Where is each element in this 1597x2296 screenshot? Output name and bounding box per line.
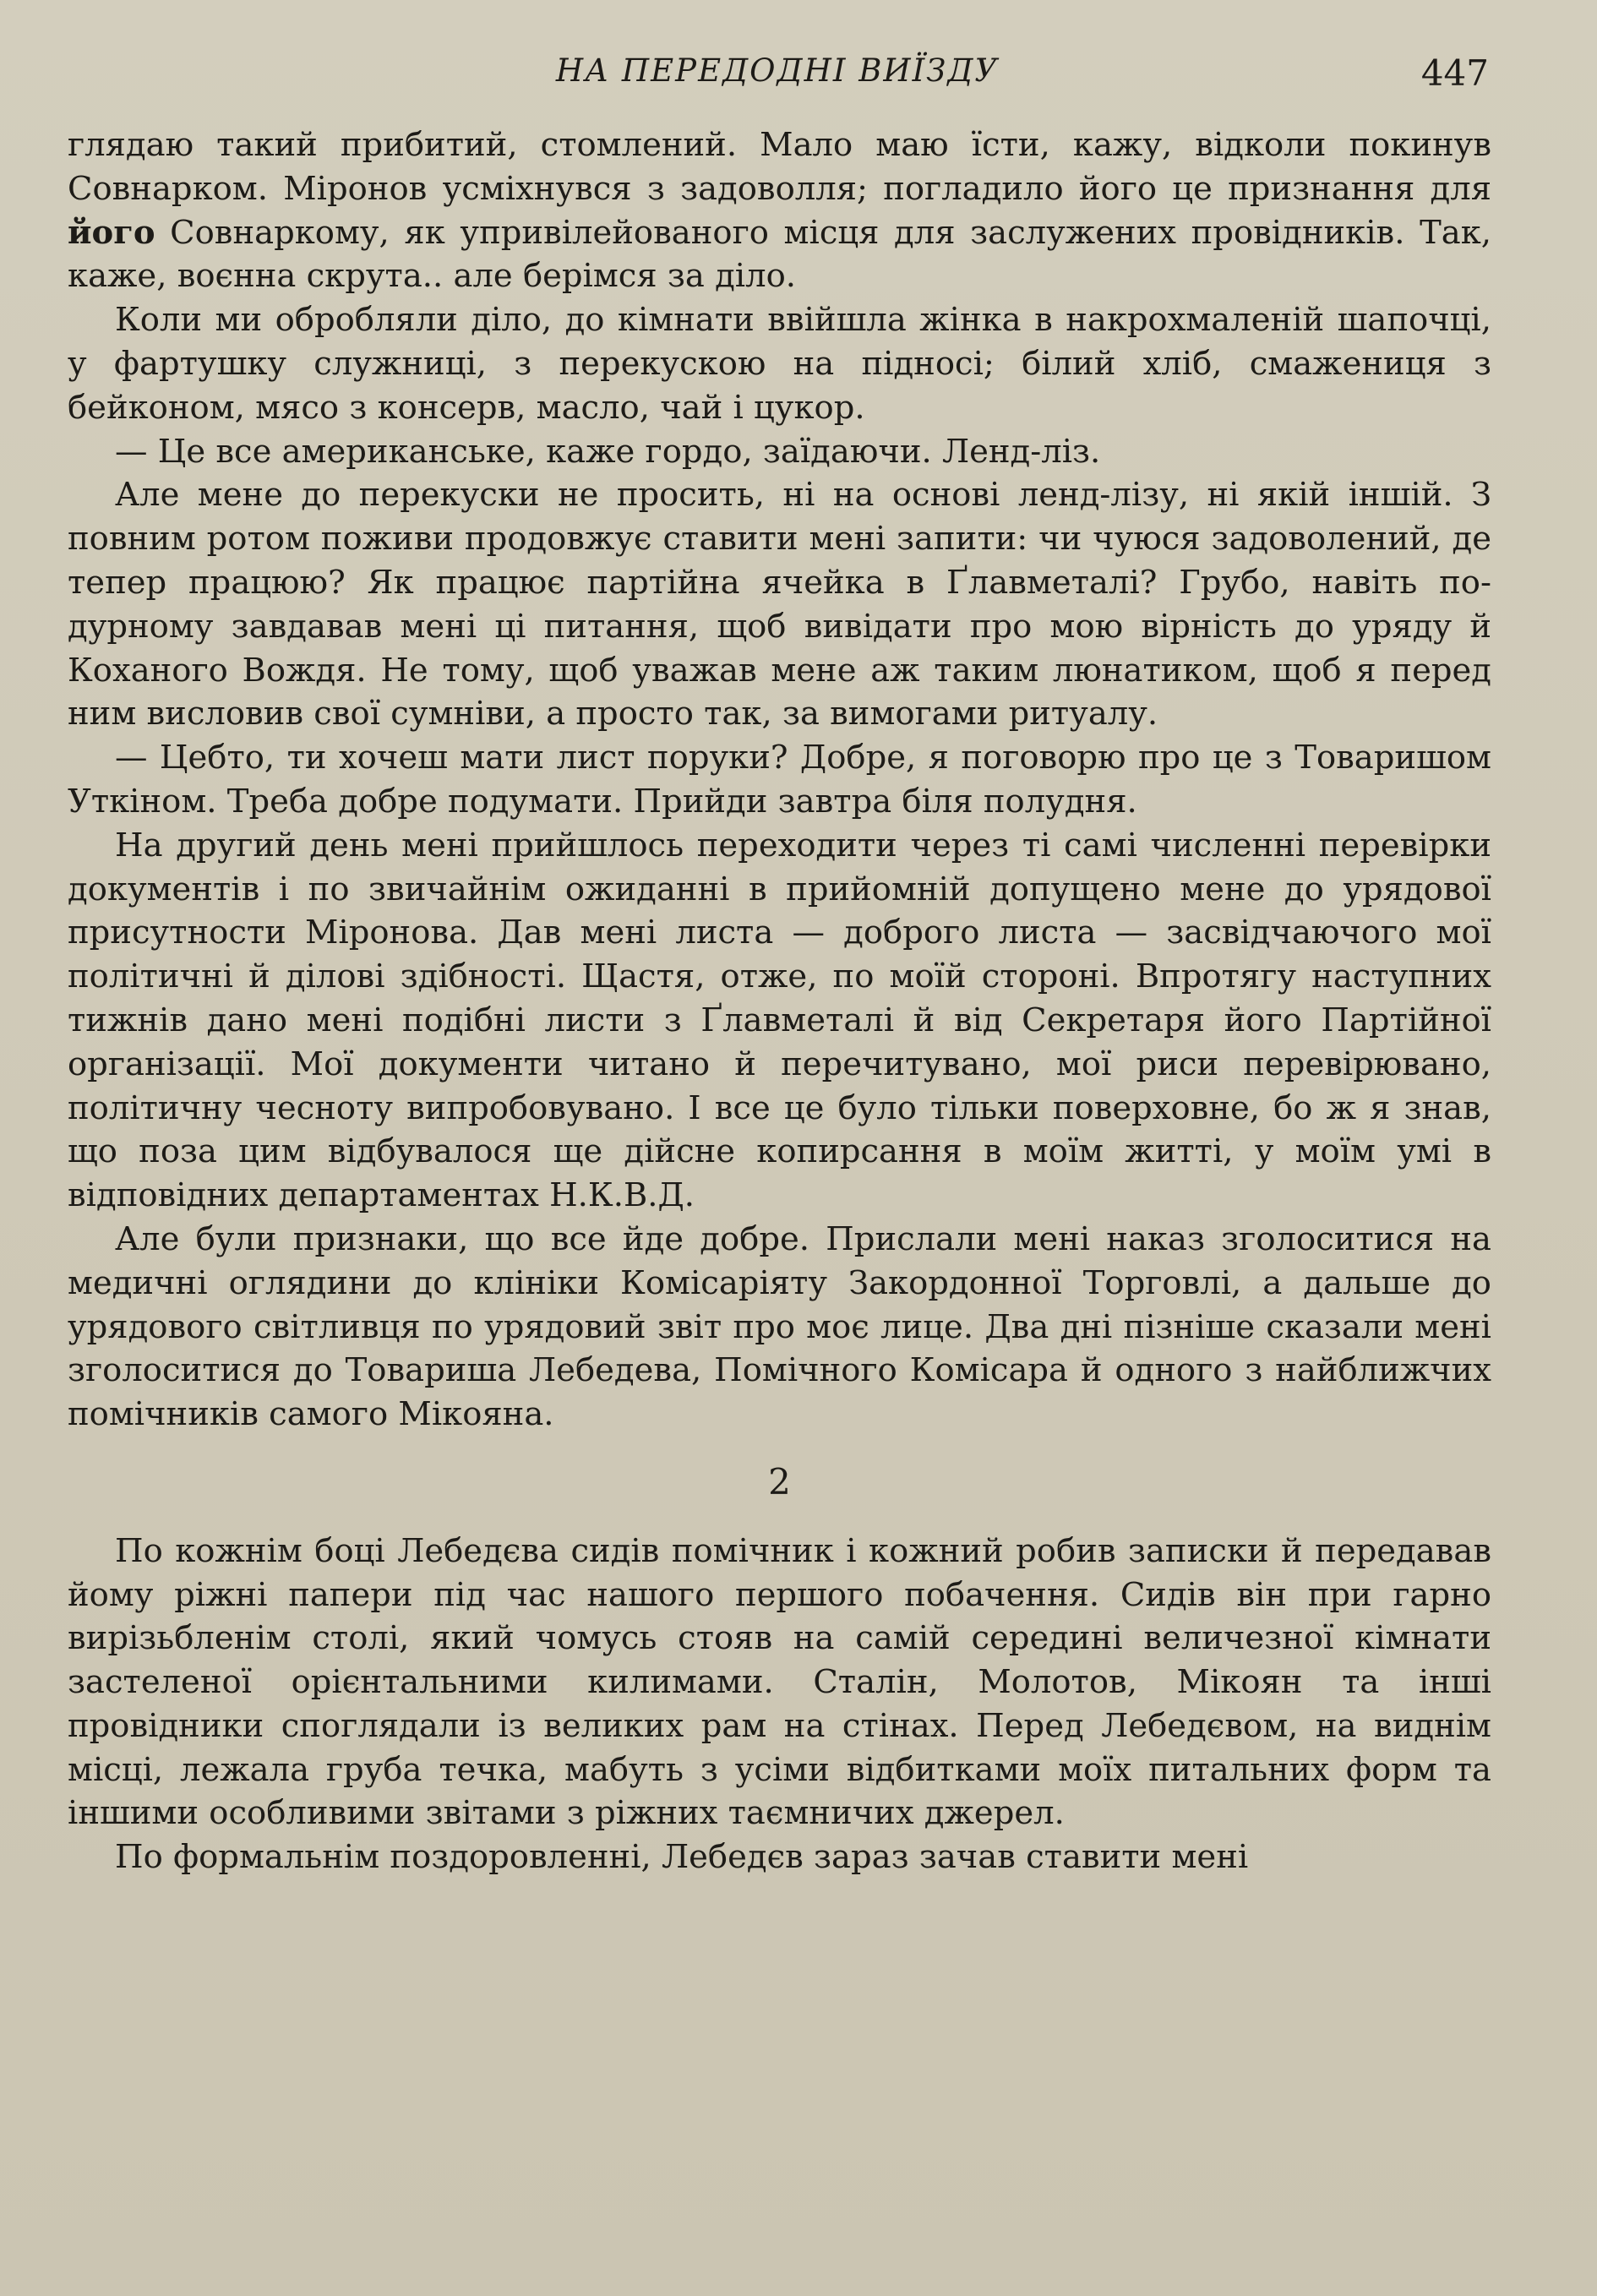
paragraph-2: Коли ми обробляли діло, до кімнати ввійшла жінка в накрохмаленій шапочці, у фартушку служниці, з перекускою на підносі; білий хліб, смажениця з бейконом, мясо з консерв, масло, чай і цукор. [68,301,1491,427]
paragraph-3: — Це все американське, каже гордо, заїдаючи. Ленд-ліз. [115,432,1101,471]
paragraph-1-text-start: глядаю такий прибитий, стомлений. Мало маю їсти, кажу, відколи покинув Совнарком. Міронов усміхнувся з задоволля; погладило його це признання для [68,126,1491,208]
body-text [68,123,1491,1879]
paragraph-1 [68,123,1491,298]
page-header [68,52,1487,103]
running-head: НА ПЕРЕДОДНІ ВИЇЗДУ [555,52,1000,89]
paragraph-4: Але мене до перекуски не просить, ні на основі ленд-лізу, ні якій іншій. З повним ротом поживи продовжує ставити мені запити: чи чуюся задоволений, де тепер працюю? Як працює партійна ячейка в Ґлавметалі? Грубо, навіть по-дурному завдавав мені ці питання, щоб вивідати про мою вірність до уряду й Коханого Вождя. Не тому, щоб уважав мене аж таким люнатиком, щоб я перед ним висловив свої сумніви, а просто так, за вимогами ритуалу. [68,476,1491,734]
paragraph-8: По кожнім боці Лебедєва сидів помічник і кожний робив записки й передавав йому ріжні папери під час нашого першого побачення. Сидів він при гарно вирізьбленім столі, який чомусь стояв на самій середині величезної кімнати застеленої орієнтальними килимами. Сталін, Молотов, Мікоян та інші провідники споглядали із великих рам на стінах. Перед Лебедєвом, на виднім місці, лежала груба течка, мабуть з усіми відбитками моїх питальних форм та іншими особливими звітами з ріжних таємничих джерел. [68,1531,1491,1833]
paragraph-9: По формальнім поздоровленні, Лебедєв зараз зачав ставити мені [115,1838,1249,1877]
paragraph-1-text-end: Совнаркому, як упривілейованого місця для заслужених провідників. Так, каже, воєнна скрута.. але берімся за діло. [68,213,1491,296]
paragraph-7: Але були признаки, що все йде добре. Прислали мені наказ зголоситися на медичні оглядини до клініки Комісаріяту Закордонної Торговлі, а дальше до урядового світливця по урядовий звіт про моє лице. Два дні пізніше сказали мені зголоситися до Товариша Лебедева, Помічного Комісара й одного з найближчих помічників самого Мікояна. [68,1219,1491,1434]
paragraph-6: На другий день мені прийшлось переходити через ті самі численні перевірки документів і по звичайнім ожиданні в прийомній допущено мене до урядової присутности Міронова. Дав мені листа — доброго листа — засвідчаючого мої політичні й ділові здібності. Щастя, отже, по моїй стороні. Впротягу наступних тижнів дано мені подібні листи з Ґлавметалі й від Секретаря його Партійної організації. Мої документи читано й перечитувано, мої риси перевірювано, політичну чесноту випробовувано. І все це було тільки поверховне, бо ж я знав, що поза цим відбувалося ще дійсне копирсання в моїм житті, у моїм умі в відповідних департаментах Н.К.В.Д. [68,826,1491,1215]
page-number: 447 [1420,52,1489,94]
bold-word: його [68,213,155,252]
section-number: 2 [768,1460,791,1502]
paragraph-5: — Цебто, ти хочеш мати лист поруки? Добре, я поговорю про це з Товаришом Уткіном. Треба добре подумати. Прийди завтра біля полудня. [68,739,1491,821]
